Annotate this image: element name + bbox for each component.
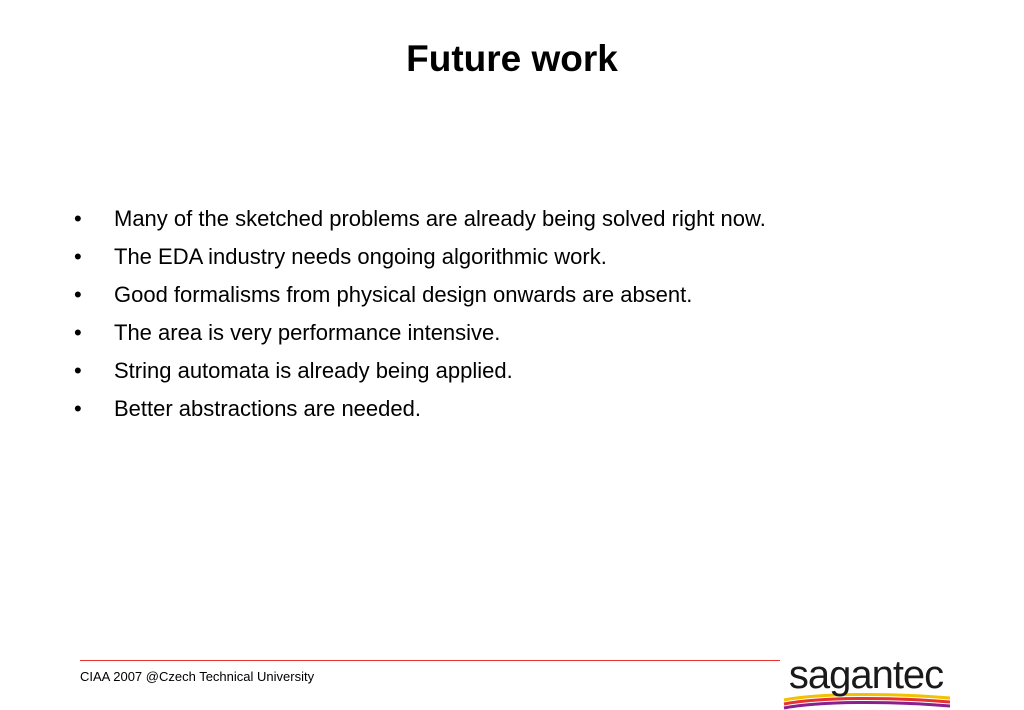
- bullet-item: [74, 200, 766, 238]
- bullet-text: The EDA industry needs ongoing algorithmic work.: [114, 244, 607, 269]
- bullet-list: [74, 200, 766, 428]
- slide-title: Future work: [406, 38, 618, 79]
- bullet-item: [74, 238, 766, 276]
- footer-text: CIAA 2007 @Czech Technical University: [80, 669, 315, 684]
- bullet-text: String automata is already being applied.: [114, 358, 513, 383]
- bullet-icon: •: [74, 206, 82, 231]
- bullet-text: Good formalisms from physical design onwards are absent.: [114, 282, 693, 307]
- bullet-icon: •: [74, 358, 82, 383]
- bullet-item: [74, 390, 766, 428]
- footer-divider: [80, 660, 780, 661]
- bullet-text: Better abstractions are needed.: [114, 396, 421, 421]
- bullet-icon: •: [74, 396, 82, 421]
- bullet-item: [74, 314, 766, 352]
- bullet-icon: •: [74, 244, 82, 269]
- bullet-item: [74, 276, 766, 314]
- bullet-icon: •: [74, 320, 82, 345]
- sagantec-logo: [780, 650, 955, 710]
- logo-swoosh-purple: [784, 702, 950, 708]
- bullet-text: Many of the sketched problems are already being solved right now.: [114, 206, 766, 231]
- bullet-icon: •: [74, 282, 82, 307]
- bullet-item: [74, 352, 766, 390]
- logo-wordmark: sagantec: [788, 653, 944, 697]
- bullet-text: The area is very performance intensive.: [114, 320, 501, 345]
